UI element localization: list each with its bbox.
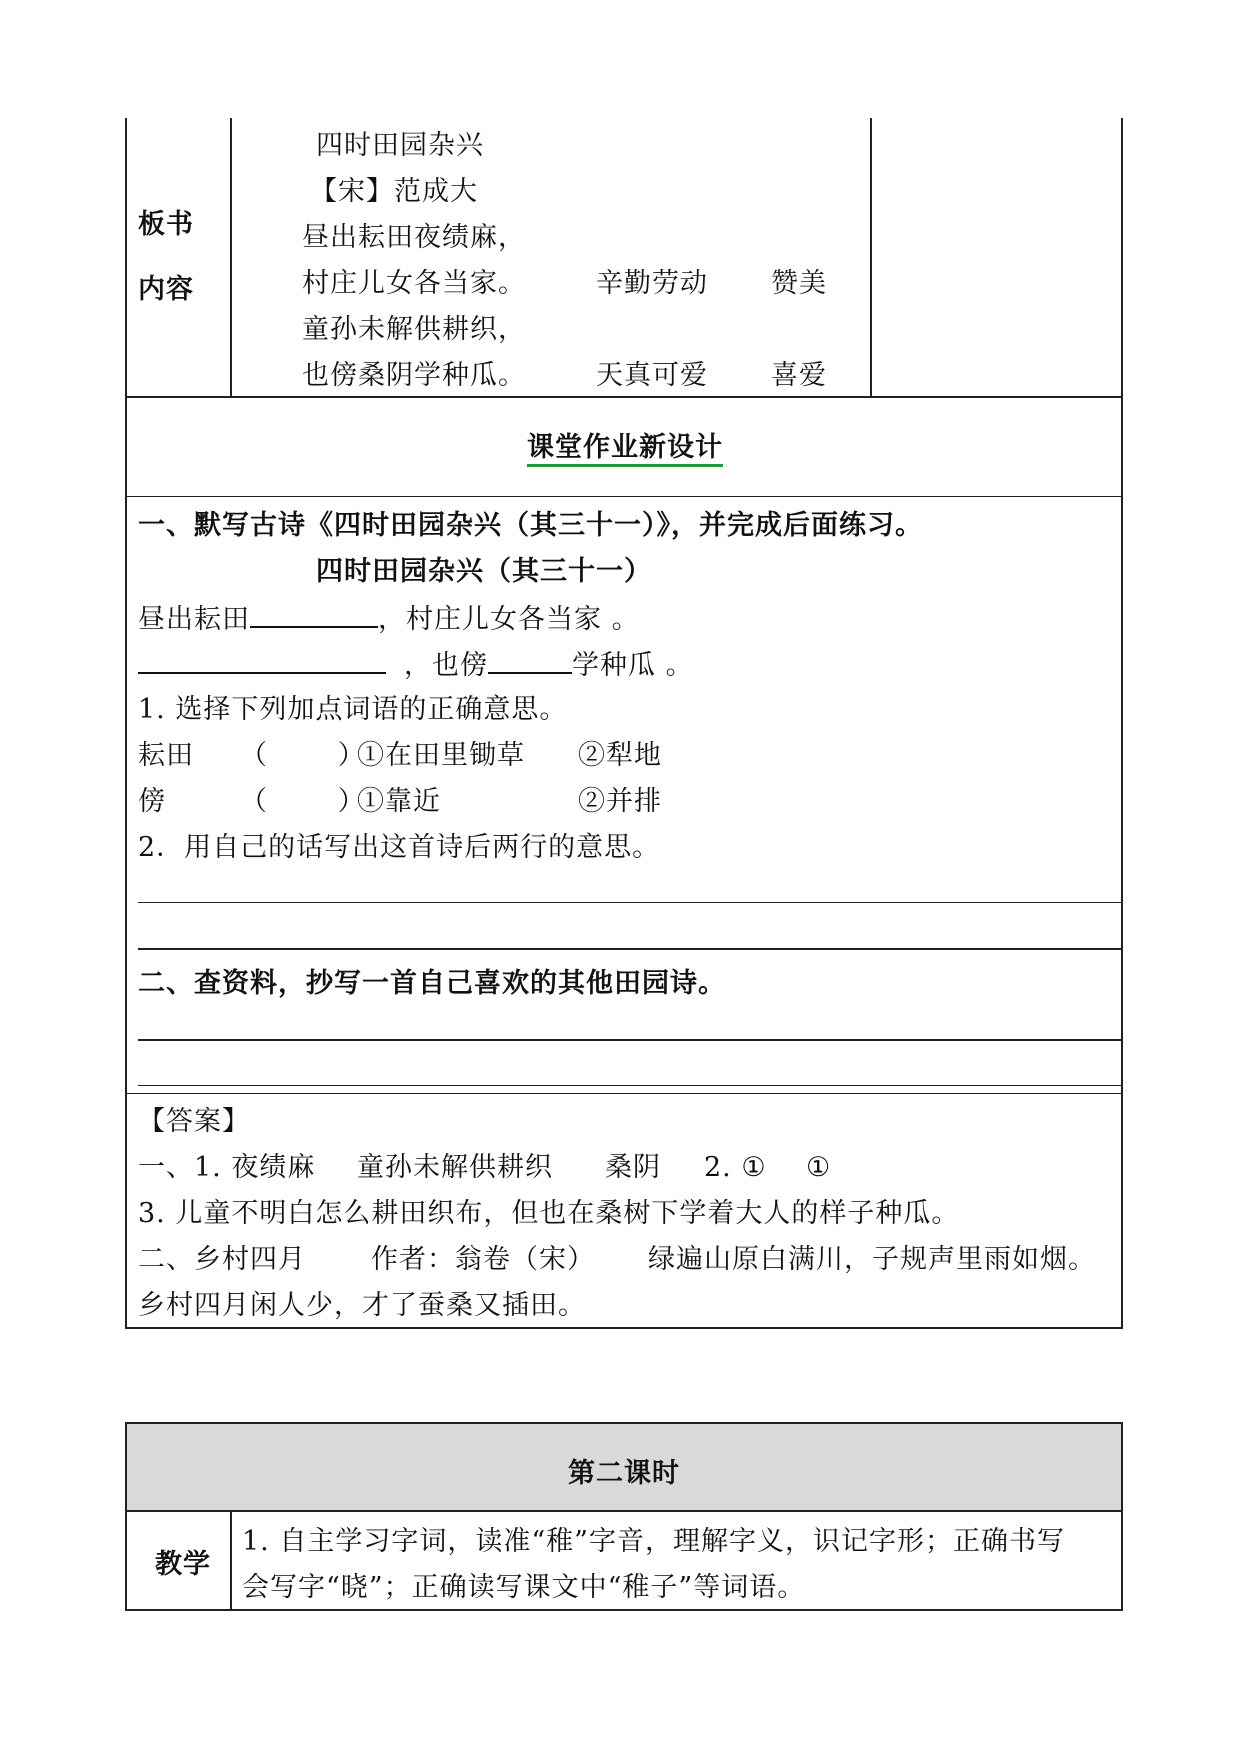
board-poem-line: 昼出耘田夜绩麻， [302, 222, 526, 253]
board-label-divider [230, 118, 232, 396]
table-right-border [1121, 118, 1123, 1329]
answer-item: 童孙未解供耕织 [357, 1152, 553, 1183]
choice-option: ①在田里锄草 [357, 740, 525, 771]
table-top-border [125, 1422, 1123, 1424]
choice-paren[interactable]: （ ） [240, 786, 366, 817]
answer-item: ① [806, 1152, 832, 1183]
board-poem-line: 童孙未解供耕织， [302, 314, 526, 345]
board-note: 辛勤劳动 [596, 268, 708, 299]
answer-item: 2. ① [704, 1152, 767, 1183]
board-note: 赞美 [771, 268, 827, 299]
answers-title: 【答案】 [138, 1106, 250, 1137]
board-poem-line: 村庄儿女各当家。 [302, 268, 526, 299]
table-left-border [125, 1422, 127, 1611]
fill-line [138, 600, 640, 638]
answer-item: 桑阴 [605, 1152, 661, 1183]
answer-item: 二、乡村四月 [138, 1244, 306, 1275]
table-bottom-border [125, 1609, 1123, 1611]
answer-item: 3. 儿童不明白怎么耕田织布，但也在桑树下学着大人的样子种瓜。 [138, 1198, 960, 1229]
fill-text: ，村庄儿女各当家 。 [378, 604, 640, 635]
board-poem-title: 四时田园杂兴 [316, 130, 484, 161]
answer-item: 乡村四月闲人少，才了蚕桑又插田。 [138, 1290, 586, 1321]
board-poem-line: 也傍桑阴学种瓜。 [302, 360, 526, 391]
choice-option: ②并排 [578, 786, 662, 817]
choice-paren[interactable]: （ ） [240, 740, 366, 771]
fill-blank[interactable] [250, 600, 378, 628]
choice-option: ②犁地 [578, 740, 662, 771]
choice-word: 耘田 [138, 740, 194, 771]
lesson-label: 教学 [155, 1549, 211, 1580]
fill-text: ，也傍 [404, 650, 488, 681]
fill-blank[interactable] [138, 646, 386, 674]
answer-item: 绿遍山原白满川，子规声里雨如烟。 [648, 1244, 1096, 1275]
board-right-divider [870, 118, 872, 396]
answer-item: 一、1. 夜绩麻 [138, 1152, 316, 1183]
row-divider [125, 1093, 1123, 1094]
board-label: 内容 [138, 274, 194, 305]
row-divider [125, 496, 1123, 497]
choice-option: ①靠近 [357, 786, 441, 817]
fill-text: 学种瓜 。 [572, 650, 694, 681]
board-label: 板书 [138, 209, 194, 240]
board-poem-author: 【宋】范成大 [310, 176, 478, 207]
answer-line[interactable] [138, 1085, 1121, 1086]
answer-line[interactable] [138, 1039, 1121, 1041]
lesson-title: 第二课时 [568, 1458, 680, 1489]
table-left-border [125, 118, 127, 1329]
choice-word: 傍 [138, 786, 166, 817]
sub-question: 1. 选择下列加点词语的正确意思。 [138, 694, 568, 725]
fill-line [138, 646, 694, 684]
homework-title: 课堂作业新设计 [527, 432, 723, 467]
row-divider [125, 396, 1123, 398]
fill-text: 昼出耘田 [138, 604, 250, 635]
lesson-objective: 1. 自主学习字词，读准“稚”字音，理解字义，识记字形；正确书写 [242, 1526, 1065, 1557]
answer-line[interactable] [138, 902, 1121, 903]
question-heading: 二、查资料，抄写一首自己喜欢的其他田园诗。 [138, 968, 726, 999]
question-heading: 一、默写古诗《四时田园杂兴（其三十一）》，并完成后面练习。 [138, 510, 923, 541]
table-bottom-border [125, 1327, 1123, 1329]
fill-blank[interactable] [488, 646, 572, 674]
board-note: 天真可爱 [596, 360, 708, 391]
question-poem-title: 四时田园杂兴（其三十一） [316, 556, 652, 587]
sub-question: 2．用自己的话写出这首诗后两行的意思。 [138, 832, 661, 863]
answer-line[interactable] [138, 948, 1121, 950]
board-note: 喜爱 [771, 360, 827, 391]
answer-item: 作者：翁卷（宋） [371, 1244, 595, 1275]
table-right-border [1121, 1422, 1123, 1611]
lesson-objective: 会写字“晓”；正确读写课文中“稚子”等词语。 [242, 1572, 806, 1603]
row-divider [125, 1510, 1123, 1512]
lesson-label-divider [230, 1510, 232, 1611]
